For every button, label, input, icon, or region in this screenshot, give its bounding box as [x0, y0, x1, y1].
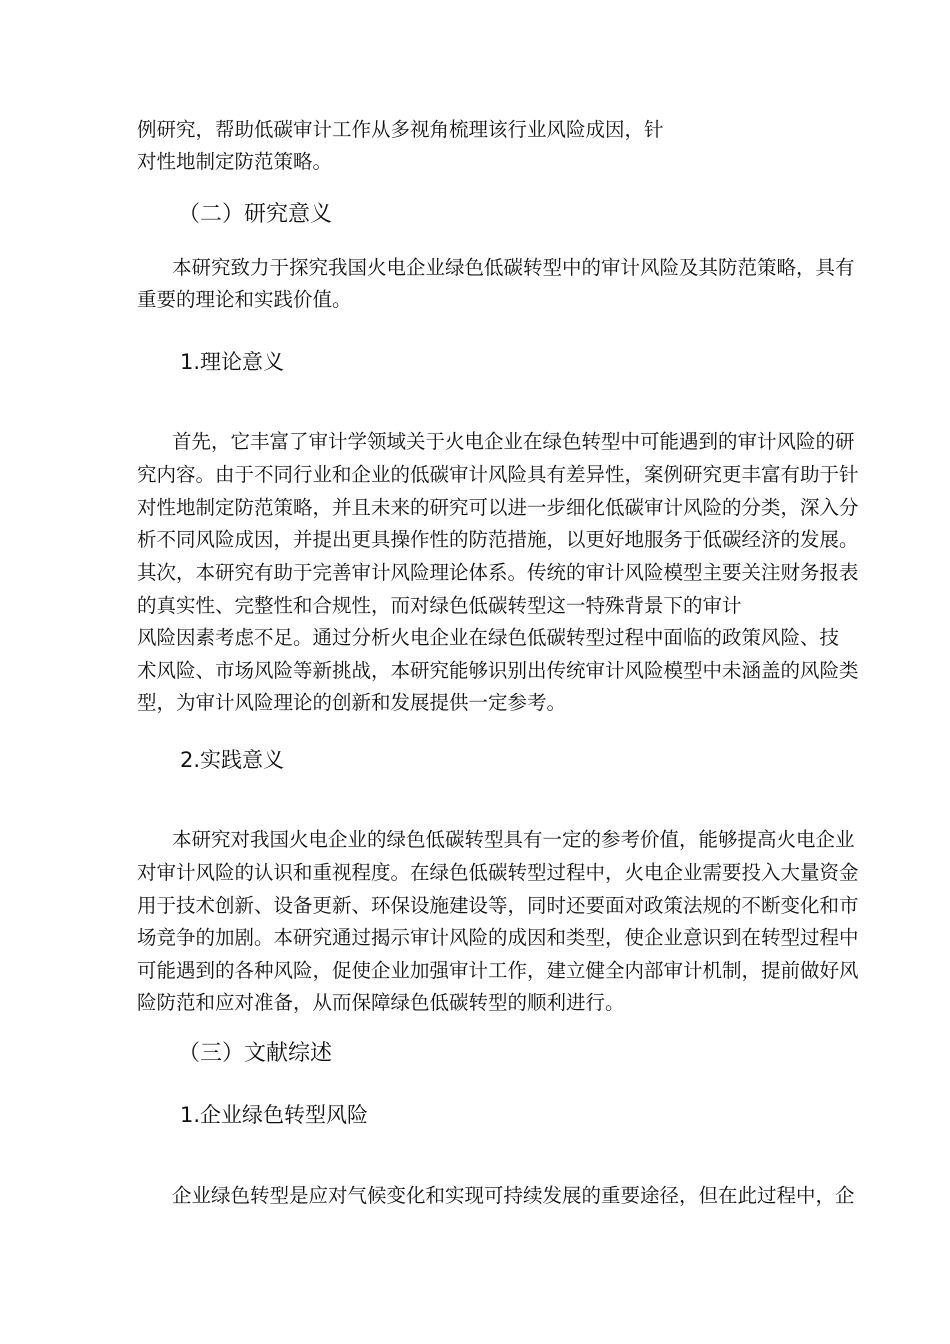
paragraph-line: 型，为审计风险理论的创新和发展提供一定参考。 [137, 691, 567, 714]
paragraph-line: 术风险、市场风险等新挑战，本研究能够识别出传统审计风险模型中未涵盖的风险类 [137, 659, 859, 682]
paragraph-line: 的真实性、完整性和合规性，而对绿色低碳转型这一特殊背景下的审计 [137, 594, 742, 617]
paragraph-line: 其次，本研究有助于完善审计风险理论体系。传统的审计风险模型主要关注财务报表 [137, 561, 859, 584]
paragraph-line: 可能遇到的各种风险，促使企业加强审计工作，建立健全内部审计机制，提前做好风 [137, 959, 859, 982]
paragraph-line: 场竞争的加剧。本研究通过揭示审计风险的成因和类型，使企业意识到在转型过程中 [137, 926, 859, 949]
paragraph-line: 企业绿色转型是应对气候变化和实现可持续发展的重要途径，但在此过程中，企 [172, 1184, 855, 1207]
paragraph-line: 本研究对我国火电企业的绿色低碳转型具有一定的参考价值，能够提高火电企业 [172, 828, 855, 851]
paragraph-line: 重要的理论和实践价值。 [137, 288, 352, 311]
paragraph-line: 首先，它丰富了审计学领域关于火电企业在绿色转型中可能遇到的审计风险的研 [172, 430, 855, 453]
subsection-heading: 1.企业绿色转型风险 [180, 1103, 369, 1127]
section-heading: （二）研究意义 [178, 202, 333, 227]
paragraph-line: 究内容。由于不同行业和企业的低碳审计风险具有差异性，案例研究更丰富有助于针 [137, 463, 859, 486]
section-heading: （三）文献综述 [178, 1041, 333, 1066]
paragraph-line: 险防范和应对准备，从而保障绿色低碳转型的顺利进行。 [137, 991, 625, 1014]
paragraph-line: 用于技术创新、设备更新、环保设施建设等，同时还要面对政策法规的不断变化和市 [137, 894, 859, 917]
paragraph-line: 对审计风险的认识和重视程度。在绿色低碳转型过程中，火电企业需要投入大量资金 [137, 861, 859, 884]
paragraph-line: 风险因素考虑不足。通过分析火电企业在绿色低碳转型过程中面临的政策风险、技 [137, 626, 840, 649]
subsection-heading: 2.实践意义 [180, 748, 285, 772]
paragraph-line: 析不同风险成因，并提出更具操作性的防范措施，以更好地服务于低碳经济的发展。 [137, 528, 859, 551]
paragraph-line: 对性地制定防范策略，并且未来的研究可以进一步细化低碳审计风险的分类，深入分 [137, 496, 859, 519]
paragraph-line: 例研究，帮助低碳审计工作从多视角梳理该行业风险成因，针 [137, 118, 664, 141]
paragraph-line: 本研究致力于探究我国火电企业绿色低碳转型中的审计风险及其防范策略，具有 [172, 256, 855, 279]
subsection-heading: 1.理论意义 [180, 350, 285, 374]
paragraph-line: 对性地制定防范策略。 [137, 150, 333, 173]
